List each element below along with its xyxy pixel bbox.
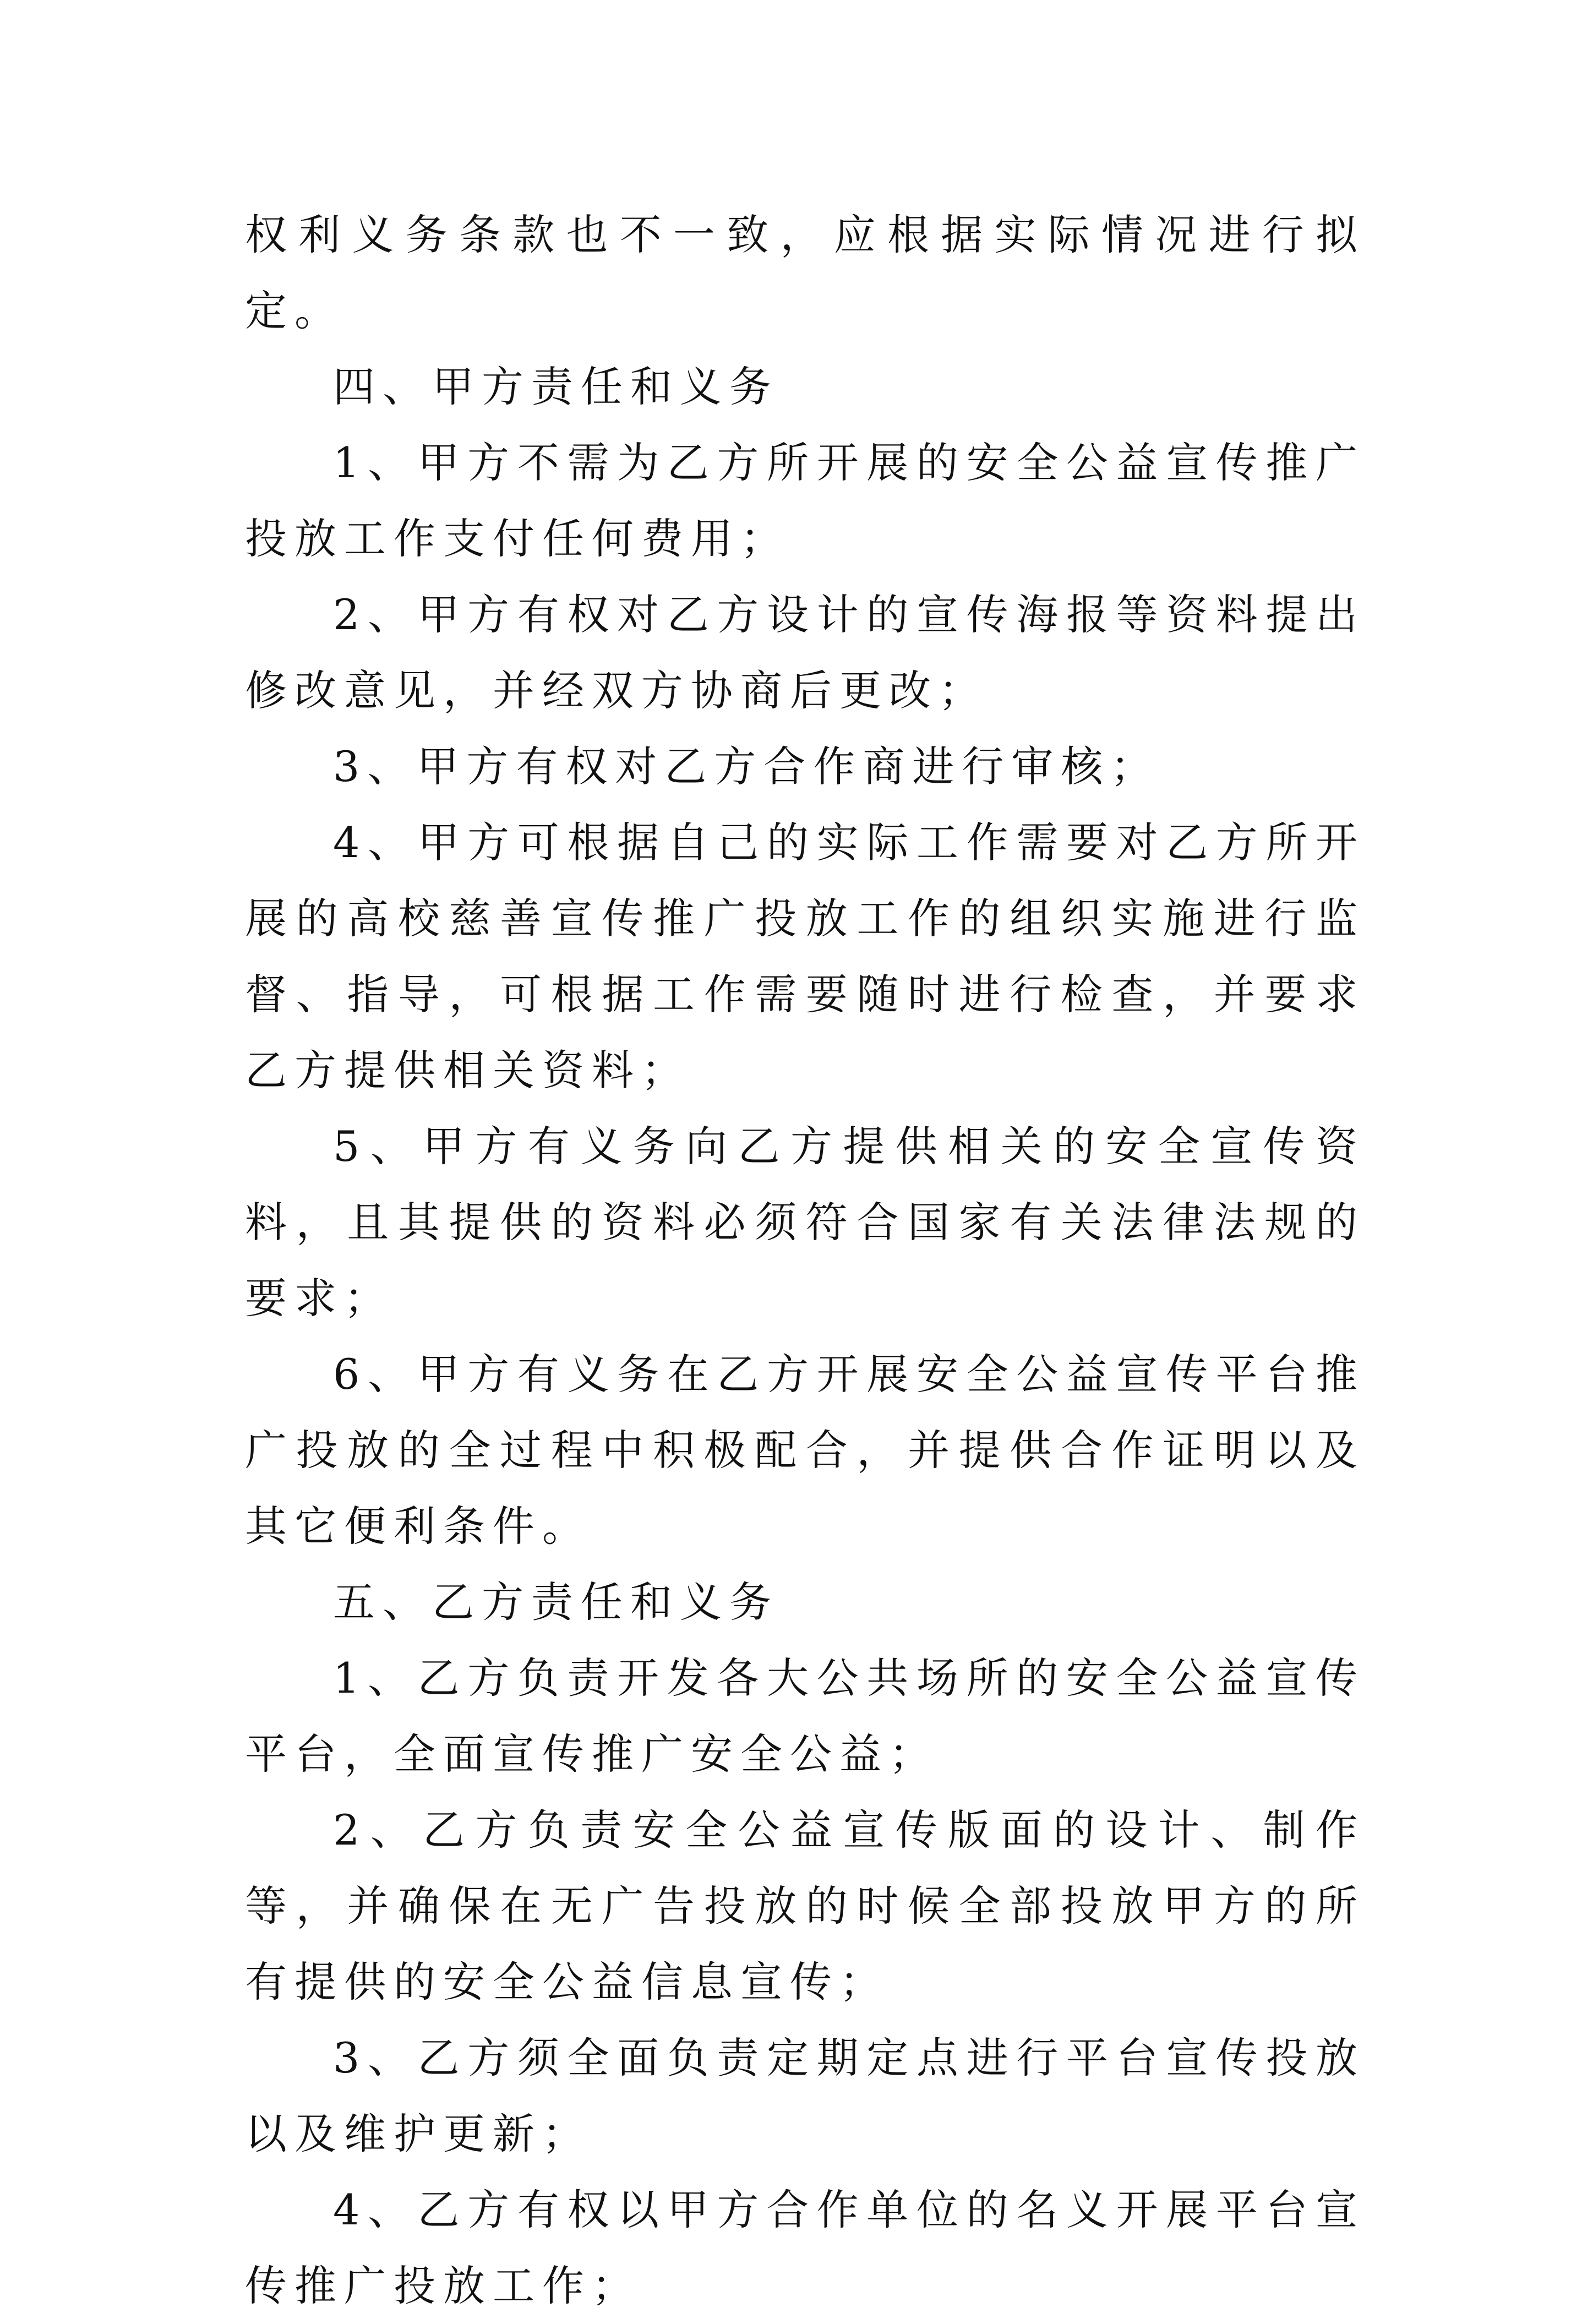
clause-5-3: 3、乙方须全面负责定期定点进行平台宣传投放以及维护更新； — [245, 2033, 1365, 2158]
section-heading-4: 四、甲方责任和义务 — [333, 362, 779, 411]
clause-4-2: 2、甲方有权对乙方设计的宣传海报等资料提出修改意见，并经双方协商后更改； — [245, 590, 1365, 715]
clause-4-1: 1、甲方不需为乙方所开展的安全公益宣传推广投放工作支付任何费用； — [245, 438, 1365, 563]
clause-4-3: 3、甲方有权对乙方合作商进行审核； — [333, 742, 1160, 791]
section-heading-5: 五、乙方责任和义务 — [333, 1578, 779, 1627]
clause-5-4: 4、乙方有权以甲方合作单位的名义开展平台宣传推广投放工作； — [245, 2185, 1365, 2310]
paragraph-1: 权利义务条款也不一致，应根据实际情况进行拟定。 — [245, 210, 1365, 335]
clause-5-1: 1、乙方负责开发各大公共场所的安全公益宣传平台，全面宣传推广安全公益； — [245, 1654, 1365, 1779]
clause-5-2: 2、乙方负责安全公益宣传版面的设计、制作等，并确保在无广告投放的时候全部投放甲方的所有提供的安全公益信息宣传； — [245, 1805, 1365, 2006]
clause-4-4: 4、甲方可根据自己的实际工作需要对乙方所开展的高校慈善宣传推广投放工作的组织实施进行监督、指导，可根据工作需要随时进行检查，并要求乙方提供相关资料； — [245, 818, 1365, 1095]
document-body — [245, 197, 1365, 2324]
clause-4-6: 6、甲方有义务在乙方开展安全公益宣传平台推广投放的全过程中积极配合，并提供合作证明以及其它便利条件。 — [245, 1350, 1365, 1551]
clause-4-5: 5、甲方有义务向乙方提供相关的安全宣传资料，且其提供的资料必须符合国家有关法律法规的要求； — [245, 1122, 1365, 1323]
